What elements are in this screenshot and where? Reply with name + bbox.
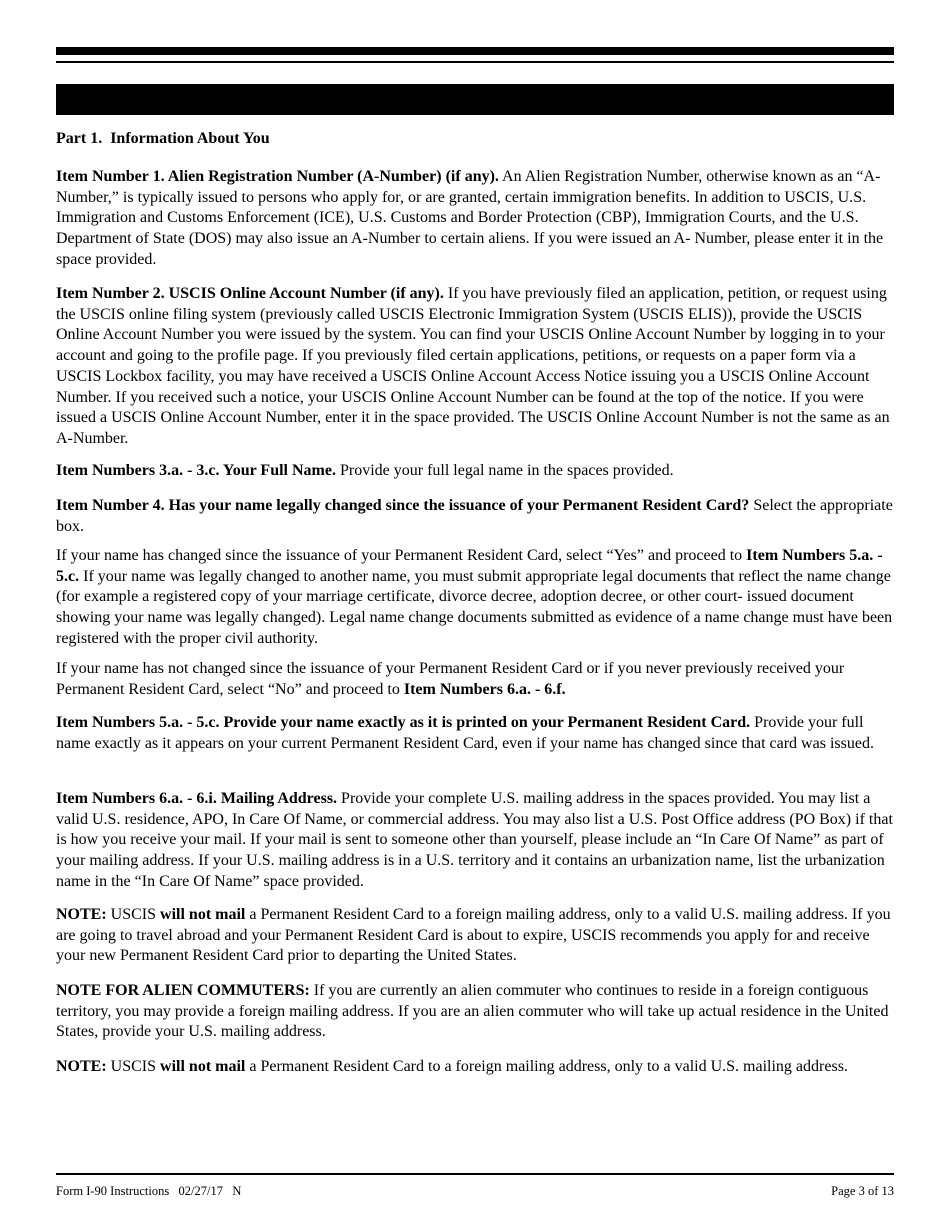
- paragraph: [56, 496, 896, 537]
- text: USCIS: [106, 1058, 161, 1075]
- bold-text: Item Number 2. USCIS Online Account Number (if any).: [56, 285, 444, 302]
- bold-text: Item Numbers 3.a. - 3.c. Your Full Name.: [56, 462, 336, 479]
- bold-text: NOTE:: [56, 906, 107, 923]
- header-black-band: [56, 84, 894, 115]
- bold-text: Item Numbers 5.a. - 5.c. Provide your name exactly as it is printed on your Permanent Resident Card.: [56, 714, 751, 731]
- bold-text: will not mail: [160, 1058, 246, 1075]
- paragraph: [56, 713, 896, 754]
- bold-text: Item Numbers 6.a. - 6.f.: [403, 680, 566, 698]
- text: An Alien Registration Number, otherwise known as an “A-Number,” is typically issued to persons who apply for, or are granted, certain immigration benefits. In addition to USCIS, U.S. Immigration and Customs Enforcement (ICE), U.S. Customs and Border Protection (CBP), Immigration Courts, and the U.S. Department of State (DOS) may also issue an A-Number to certain aliens. If you were issued an A- Number, please enter it in the space provided.: [56, 168, 884, 268]
- paragraph: [56, 167, 896, 271]
- footer-page-number: Page 3 of 13: [831, 1184, 894, 1198]
- text: Select the appropriate box.: [56, 497, 893, 535]
- bold-text: will not mail: [160, 906, 246, 923]
- bold-text: Item Numbers 6.a. - 6.i. Mailing Address.: [56, 790, 338, 807]
- paragraph: [56, 905, 896, 967]
- text: If your name was legally changed to another name, you must submit appropriate legal documents that reflect the name change (for example a registered copy of your marriage certificate, divorce decree, adoption decree, or other court- issued document showing your name was legally changed). Legal name change documents submitted as evidence of a name change must have been registered with the proper civil authority.: [56, 567, 893, 647]
- text: USCIS: [106, 906, 161, 923]
- bold-text: NOTE FOR ALIEN COMMUTERS:: [56, 982, 310, 999]
- text: a Permanent Resident Card to a foreign mailing address, only to a valid U.S. mailing address. If you are going to travel abroad and your Permanent Resident Card is about to expire, USCIS recommends you apply for and receive your new Permanent Resident Card prior to departing the United States.: [56, 906, 891, 965]
- paragraph: [56, 1057, 896, 1078]
- text: Provide your full name exactly as it appears on your current Permanent Resident Card, even if your name has changed since that card was issued.: [56, 714, 874, 752]
- paragraph: [56, 284, 896, 450]
- paragraph: [56, 789, 896, 893]
- bold-text: Item Number 1. Alien Registration Number (A-Number) (if any).: [56, 168, 499, 185]
- footer-form-id: Form I-90 Instructions 02/27/17 N: [56, 1184, 242, 1198]
- paragraph: [56, 659, 896, 700]
- paragraph: [56, 546, 896, 650]
- text: If you have previously filed an application, petition, or request using the USCIS online filing system (previously called USCIS Electronic Immigration System (USCIS ELIS)), provide the USCIS Online Account Number you were issued by the system. You can find your USCIS Online Account Number by logging in to your account and going to the profile page. If you previously filed certain applications, petitions, or requests on a paper form via a USCIS Lockbox facility, you may have received a USCIS Online Account Access Notice issuing you a USCIS Online Account Number. If you received such a notice, your USCIS Online Account Number can be found at the top of the notice. If you were issued a USCIS Online Account Number, enter it in the space provided. The USCIS Online Account Number is not the same as an A-Number.: [56, 285, 890, 447]
- text: a Permanent Resident Card to a foreign mailing address, only to a valid U.S. mailing address.: [245, 1058, 848, 1075]
- footer-rule: [56, 1173, 894, 1175]
- header-thick-rule: [56, 47, 894, 55]
- paragraph: [56, 981, 896, 1043]
- bold-text: NOTE:: [56, 1058, 107, 1075]
- paragraph: [56, 461, 896, 482]
- section-heading: Part 1. Information About You: [56, 130, 270, 147]
- bold-text: Item Number 4. Has your name legally changed since the issuance of your Permanent Resident Card?: [56, 497, 750, 514]
- bold-text: Item Numbers 5.a. - 5.c.: [56, 547, 883, 585]
- text: If your name has changed since the issuance of your Permanent Resident Card, select “Yes” and proceed to: [56, 547, 747, 564]
- header-thin-rule: [56, 61, 894, 63]
- text: Provide your complete U.S. mailing address in the spaces provided. You may list a valid U.S. residence, APO, In Care Of Name, or commercial address. You may also list a U.S. Post Office address (PO Box) if that is how you receive your mail. If your mail is sent to someone other than yourself, please include an “In Care Of Name” as part of your mailing address. If your U.S. mailing address is in a U.S. territory and it contains an urbanization name, list the urbanization name in the “In Care Of Name” space provided.: [56, 790, 893, 890]
- text: If you are currently an alien commuter who continues to reside in a foreign contiguous territory, you may provide a foreign mailing address. If you are an alien commuter who will take up actual residence in the United States, provide your U.S. mailing address.: [56, 982, 889, 1041]
- text: Provide your full legal name in the spaces provided.: [335, 462, 674, 479]
- text: If your name has not changed since the issuance of your Permanent Resident Card or if you never previously received your Permanent Resident Card, select “No” and proceed to: [56, 660, 845, 698]
